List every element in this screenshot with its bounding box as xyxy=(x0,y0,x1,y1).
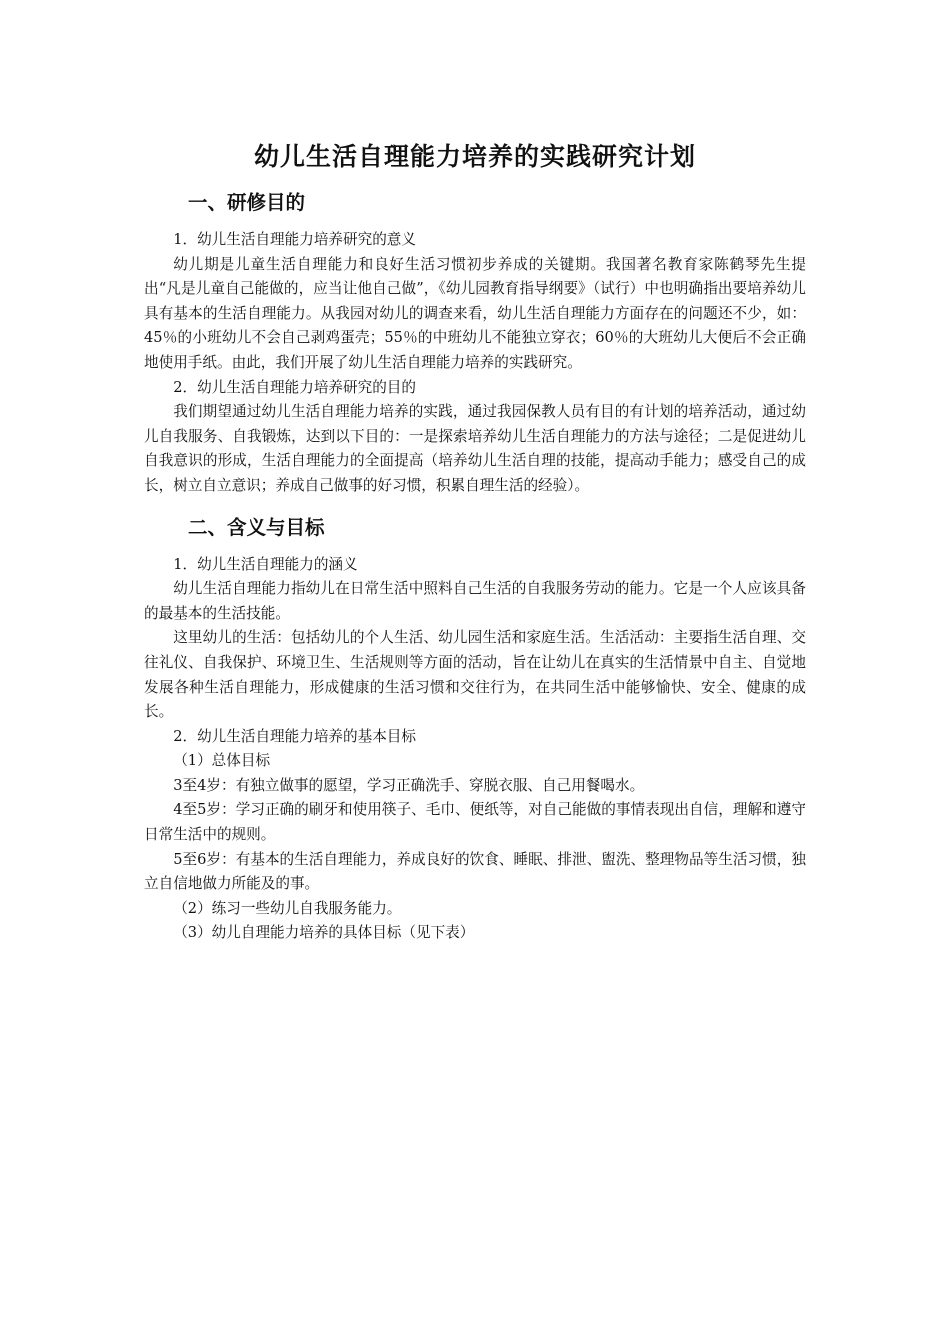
subheading-definition: 1．幼儿生活自理能力的涵义 xyxy=(173,555,358,573)
section-heading-purpose: 一、研修目的 xyxy=(188,191,306,214)
item-self-service: （2）练习一些幼儿自我服务能力。 xyxy=(173,899,402,917)
subheading-basic-goals: 2．幼儿生活自理能力培养的基本目标 xyxy=(173,727,416,745)
paragraph-significance: 幼儿期是儿童生活自理能力和良好生活习惯初步养成的关键期。我国著名教育家陈鹤琴先生提出“凡是儿童自己能做的，应当让他自己做”，《幼儿园教育指导纲要》（试行）中也明确指出要培养幼儿具有基本的生活自理能力。从我园对幼儿的调查来看，幼儿生活自理能力方面存在的问题还不少，如：45％的小班幼儿不会自己剥鸡蛋壳；55％的中班幼儿不能独立穿衣；60％的大班幼儿大便后不会正确地使用手纸。由此，我们开展了幼儿生活自理能力培养的实践研究。 xyxy=(144,255,806,371)
subheading-goal: 2．幼儿生活自理能力培养研究的目的 xyxy=(173,378,416,396)
document-page xyxy=(144,132,806,946)
goal-age-4-5: 4至5岁：学习正确的刷牙和使用筷子、毛巾、便纸等，对自己能做的事情表现出自信，理解和遵守日常生活中的规则。 xyxy=(144,801,806,844)
paragraph-life-activities: 这里幼儿的生活：包括幼儿的个人生活、幼儿园生活和家庭生活。生活活动：主要指生活自理、交往礼仪、自我保护、环境卫生、生活规则等方面的活动，旨在让幼儿在真实的生活情景中自主、自觉地发展各种生活自理能力，形成健康的生活习惯和交往行为，在共同生活中能够愉快、安全、健康的成长。 xyxy=(144,629,806,721)
section-heading-meaning: 二、含义与目标 xyxy=(188,515,325,539)
subheading-significance: 1．幼儿生活自理能力培养研究的意义 xyxy=(173,231,416,248)
paragraph-definition: 幼儿生活自理能力指幼儿在日常生活中照料自己生活的自我服务劳动的能力。它是一个人应该具备的最基本的生活技能。 xyxy=(144,580,806,622)
goal-age-3-4: 3至4岁：有独立做事的愿望，学习正确洗手、穿脱衣服、自己用餐喝水。 xyxy=(173,776,645,794)
item-overall-goal: （1）总体目标 xyxy=(173,752,271,770)
paragraph-goal: 我们期望通过幼儿生活自理能力培养的实践，通过我园保教人员有目的有计划的培养活动，通过幼儿自我服务、自我锻炼，达到以下目的：一是探索培养幼儿生活自理能力的方法与途径；二是促进幼儿自我意识的形成，生活自理能力的全面提高（培养幼儿生活自理的技能，提高动手能力；感受自己的成长，树立自立意识；养成自己做事的好习惯，积累自理生活的经验）。 xyxy=(144,403,806,494)
goal-age-5-6: 5至6岁：有基本的生活自理能力，养成良好的饮食、睡眠、排泄、盥洗、整理物品等生活习惯，独立自信地做力所能及的事。 xyxy=(144,850,806,893)
document-title: 幼儿生活自理能力培养的实践研究计划 xyxy=(253,142,696,171)
item-specific-goals: （3）幼儿自理能力培养的具体目标（见下表） xyxy=(173,924,475,942)
